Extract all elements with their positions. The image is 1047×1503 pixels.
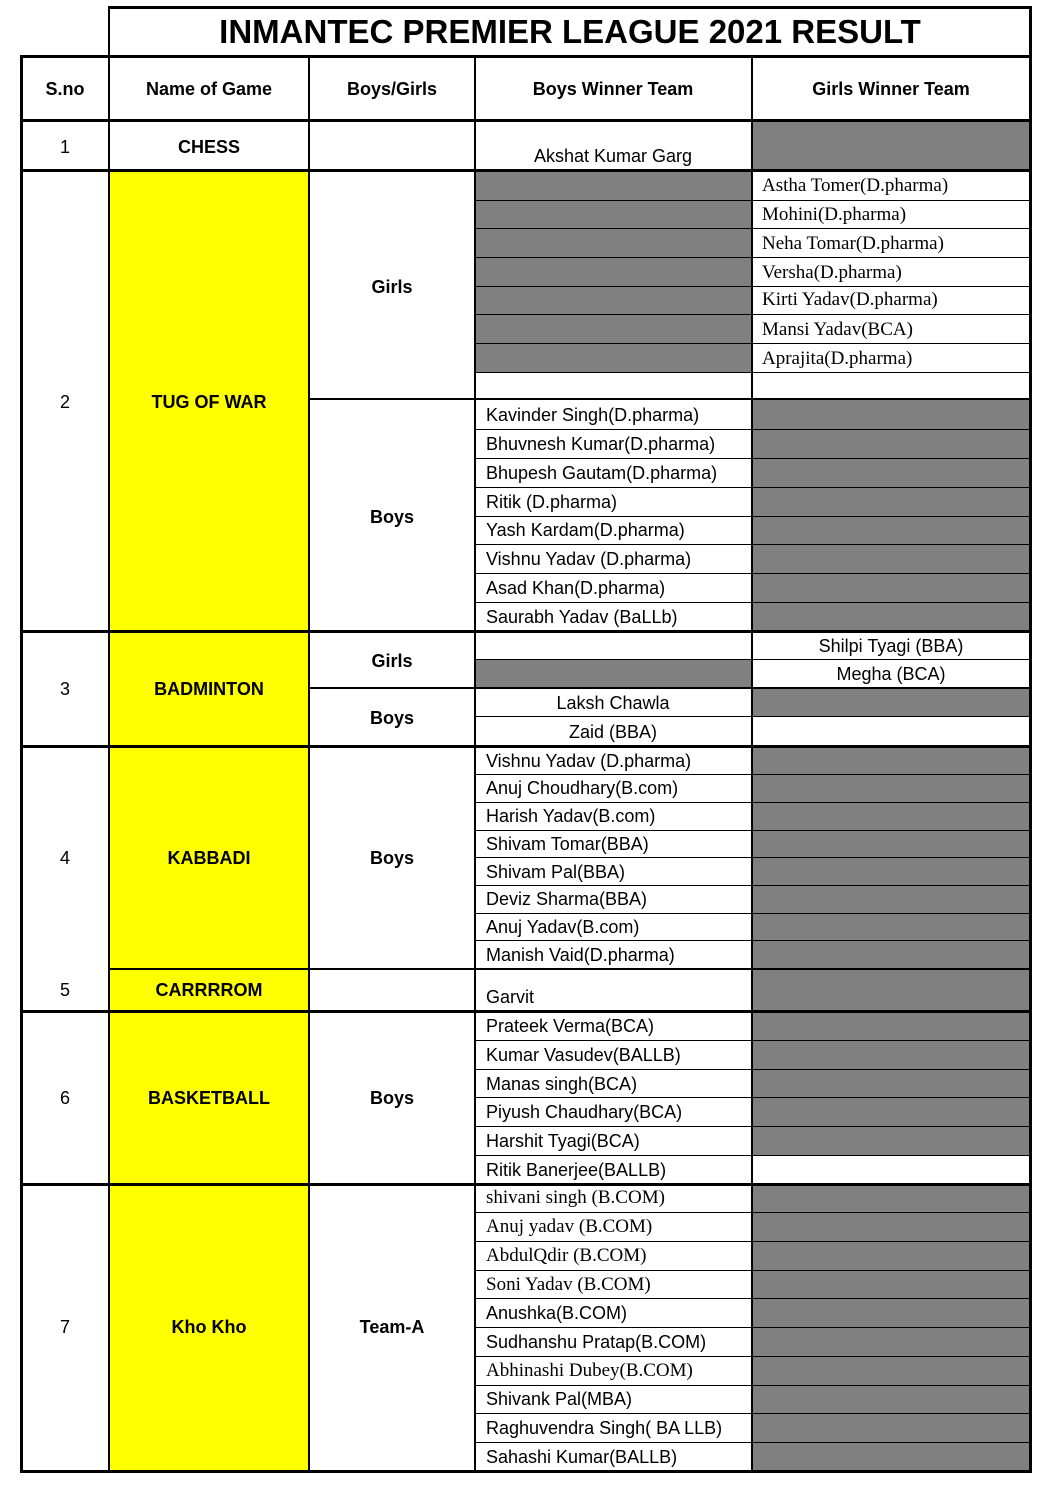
boys-winner: Vishnu Yadav (D.pharma) — [486, 751, 692, 771]
header-boys-winner: Boys Winner Team — [532, 79, 694, 99]
boys-winner: Saurabh Yadav (BaLLb) — [486, 607, 678, 627]
game-name: BASKETBALL — [148, 1088, 270, 1108]
blank-cell — [752, 689, 1030, 717]
boys-winner: Soni Yadav (B.COM) — [486, 1274, 651, 1295]
boys-winner: Sahashi Kumar(BALLB) — [486, 1447, 678, 1467]
boys-winner: Yash Kardam(D.pharma) — [486, 520, 685, 540]
game-name: CARRRROM — [155, 980, 263, 1000]
girls-winner: Versha(D.pharma) — [762, 262, 902, 283]
girls-winner: Neha Tomar(D.pharma) — [762, 233, 944, 254]
girls-winner: Megha (BCA) — [836, 664, 946, 684]
sno: 2 — [59, 392, 71, 412]
boys-winner: Zaid (BBA) — [568, 722, 658, 742]
boys-winner: Laksh Chawla — [556, 693, 670, 713]
girls-winner: Mohini(D.pharma) — [762, 204, 907, 225]
sno: 5 — [59, 980, 71, 1000]
boys-winner: Shivam Tomar(BBA) — [486, 834, 649, 854]
gender-label: Girls — [371, 651, 413, 671]
boys-winner: Sudhanshu Pratap(B.COM) — [486, 1332, 707, 1352]
header-game: Name of Game — [145, 79, 273, 99]
boys-winner: Shivam Pal(BBA) — [486, 862, 626, 882]
sno: 7 — [59, 1317, 71, 1337]
sno: 4 — [59, 848, 71, 868]
header-girls-winner: Girls Winner Team — [812, 79, 970, 99]
gender-label: Boys — [369, 708, 415, 728]
boys-winner: Manish Vaid(D.pharma) — [486, 945, 675, 965]
header-sno: S.no — [45, 79, 85, 99]
boys-winner: Prateek Verma(BCA) — [486, 1016, 655, 1036]
gender-label: Boys — [369, 1088, 415, 1108]
boys-winner: Bhuvnesh Kumar(D.pharma) — [486, 434, 716, 454]
boys-winner: Harish Yadav(B.com) — [486, 806, 656, 826]
header-gender: Boys/Girls — [346, 79, 438, 99]
boys-winner: Ritik (D.pharma) — [486, 492, 618, 512]
boys-winner: Kumar Vasudev(BALLB) — [486, 1045, 681, 1065]
gender-label: Girls — [371, 277, 413, 297]
blank-cell — [476, 660, 751, 688]
boys-winner: Anushka(B.COM) — [486, 1303, 628, 1323]
game-name: TUG OF WAR — [151, 392, 267, 412]
boys-winner: Manas singh(BCA) — [486, 1074, 638, 1094]
game-name: Kho Kho — [171, 1317, 247, 1337]
boys-winner: Anuj yadav (B.COM) — [486, 1216, 653, 1237]
boys-winner: Anuj Choudhary(B.com) — [486, 778, 679, 798]
gender-label: Boys — [369, 507, 415, 527]
girls-winner: Aprajita(D.pharma) — [762, 348, 913, 369]
boys-winner: Kavinder Singh(D.pharma) — [486, 405, 700, 425]
boys-winner: Piyush Chaudhary(BCA) — [486, 1102, 683, 1122]
boys-winner: AbdulQdir (B.COM) — [486, 1245, 647, 1266]
girls-winner: Mansi Yadav(BCA) — [762, 319, 913, 340]
boys-winner: Vishnu Yadav (D.pharma) — [486, 549, 692, 569]
sno: 3 — [59, 679, 71, 699]
boys-winner: shivani singh (B.COM) — [486, 1187, 665, 1208]
blank-cell — [752, 1185, 1030, 1471]
game-name: KABBADI — [167, 848, 251, 868]
gender-label: Boys — [369, 848, 415, 868]
sno: 1 — [59, 137, 71, 157]
boys-winner: Harshit Tyagi(BCA) — [486, 1131, 640, 1151]
boys-winner: Ritik Banerjee(BALLB) — [486, 1160, 667, 1180]
boys-winner: Raghuvendra Singh( BA LLB) — [486, 1418, 723, 1438]
boys-winner: Anuj Yadav(B.com) — [486, 917, 640, 937]
game-name: BADMINTON — [154, 679, 264, 699]
boys-winner: Bhupesh Gautam(D.pharma) — [486, 463, 718, 483]
boys-winner: Asad Khan(D.pharma) — [486, 578, 666, 598]
boys-winner: Shivank Pal(MBA) — [486, 1389, 633, 1409]
blank-cell — [752, 122, 1030, 170]
blank-cell — [752, 1012, 1030, 1155]
game-name: CHESS — [177, 137, 241, 157]
page-title: INMANTEC PREMIER LEAGUE 2021 RESULT — [219, 13, 921, 50]
boys-winner: Akshat Kumar Garg — [533, 146, 693, 166]
blank-cell — [476, 171, 751, 372]
boys-winner: Deviz Sharma(BBA) — [486, 889, 648, 909]
girls-winner: Shilpi Tyagi (BBA) — [818, 636, 964, 656]
boys-winner: Abhinashi Dubey(B.COM) — [486, 1360, 693, 1381]
boys-winner: Garvit — [486, 987, 535, 1007]
girls-winner: Kirti Yadav(D.pharma) — [762, 289, 938, 310]
sno: 6 — [59, 1088, 71, 1108]
blank-cell — [752, 747, 1030, 1011]
gender-label: Team-A — [359, 1317, 425, 1337]
girls-winner: Astha Tomer(D.pharma) — [762, 175, 949, 196]
